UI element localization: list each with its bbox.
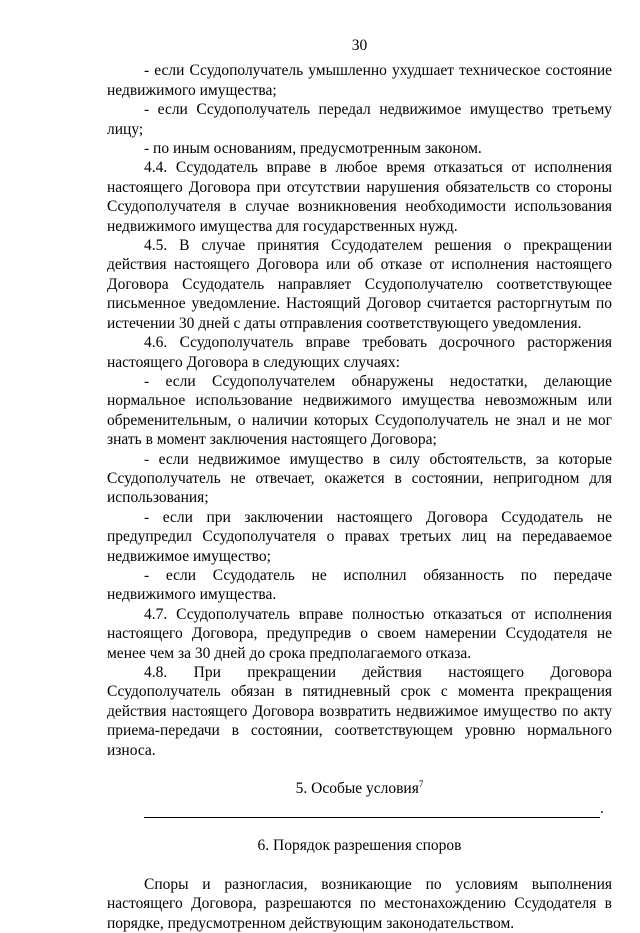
document-page: [107, 36, 612, 933]
fill-in-underline: [144, 803, 600, 818]
paragraph-4-6-third-party-rights-clause: - если при заключении настоящего Договора Ссудодатель не предупредил Ссудополучателя о правах третьих лиц на передаваемое недвижимое имущество;: [107, 508, 612, 565]
paragraph-disputes: Споры и разногласия, возникающие по условиям выполнения настоящего Договора, разрешаются по местонахождению Ссудодателя в порядке, предусмотренном действующим законодательством.: [107, 875, 612, 932]
page-number: 30: [351, 37, 368, 54]
paragraph-4-4: 4.4. Ссудодатель вправе в любое время отказаться от исполнения настоящего Договора при отсутствии нарушения обязательств со стороны Ссудополучателя в случае возникновения необходимости использования недвижимого имущества для государственных нужд.: [107, 159, 612, 235]
paragraph-4-6-unusable-clause: - если недвижимое имущество в силу обстоятельств, за которые Ссудополучатель не отвечает, окажется в состоянии, непригодном для использования;: [107, 450, 612, 507]
section-5-heading: [107, 779, 612, 798]
paragraph-other-grounds-clause: - по иным основаниям, предусмотренным законом.: [144, 140, 482, 158]
paragraph-4-6-transfer-obligation-clause: - если Ссудодатель не исполнил обязанность по передаче недвижимого имущества.: [107, 566, 612, 604]
paragraph-4-7: 4.7. Ссудополучатель вправе полностью отказаться от исполнения настоящего Договора, предупредив о своем намерении Ссудодателя не менее чем за 30 дней до срока предполагаемого отказа.: [107, 605, 612, 662]
paragraph-4-5: 4.5. В случае принятия Ссудодателем решения о прекращении действия настоящего Договора или об отказе от исполнения настоящего Договора Ссудодатель направляет Ссудополучателю соответствующее письменное уведомление. Настоящий Договор считается расторгнутым по истечении 30 дней с даты отправления соответствующего уведомления.: [107, 237, 612, 332]
paragraph-4-6: 4.6. Ссудополучатель вправе требовать досрочного расторжения настоящего Договора в следующих случаях:: [107, 334, 612, 371]
paragraph-4-6-defects-clause: - если Ссудополучателем обнаружены недостатки, делающие нормальное использование недвижимого имущества невозможным или обременительным, о наличии которых Ссудополучатель не знал и не мог знать в момент заключения настоящего Договора;: [107, 372, 612, 449]
section-5-blank-field: [107, 798, 612, 818]
paragraph-4-8: 4.8. При прекращении действия настоящего Договора Ссудополучатель обязан в пятидневный срок с момента прекращения действия настоящего Договора возвратить недвижимое имущество по акту приема-передачи в состоянии, соответствующем уровню нормального износа.: [107, 664, 612, 759]
section-5-title: 5. Особые условия: [295, 780, 419, 798]
footnote-marker: 7: [418, 778, 424, 789]
fill-in-end-period: .: [600, 800, 604, 818]
section-6-heading: 6. Порядок разрешения споров: [257, 837, 462, 855]
paragraph-third-party-transfer-clause: - если Ссудополучатель передал недвижимое имущество третьему лицу;: [107, 101, 612, 138]
paragraph-deterioration-clause: - если Ссудополучатель умышленно ухудшает техническое состояние недвижимого имущества;: [107, 62, 612, 99]
